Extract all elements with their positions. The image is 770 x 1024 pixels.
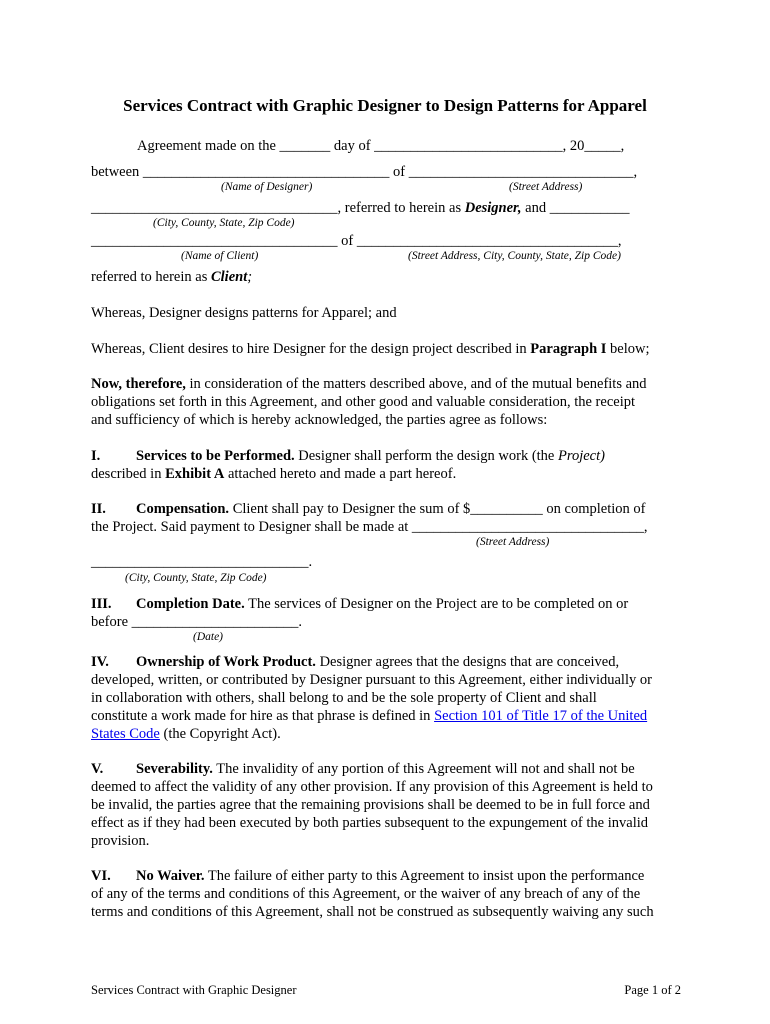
section-5-line-4: effect as if they had been executed by both parties subsequent to the expungement of the invalid bbox=[91, 815, 648, 831]
whereas-1: Whereas, Designer designs patterns for Apparel; and bbox=[91, 305, 397, 321]
section-4-heading: Ownership of Work Product. bbox=[136, 654, 316, 670]
now-therefore-line-3: and sufficiency of which is hereby acknowledged, the parties agree as follows: bbox=[91, 412, 548, 428]
section-5-line-5: provision. bbox=[91, 833, 150, 849]
section-2-heading: Compensation. bbox=[136, 501, 230, 517]
caption-street-address: (Street Address) bbox=[509, 181, 583, 193]
caption-street-address-2: (Street Address) bbox=[476, 536, 550, 548]
client-term: Client bbox=[210, 269, 248, 285]
section-3-line-1: III. Completion Date. The services of Designer on the Project are to be completed on or bbox=[91, 596, 629, 612]
caption-full-address: (Street Address, City, County, State, Zip Code) bbox=[408, 250, 621, 262]
section-5-line-2: deemed to affect the validity of any other provision. If any provision of this Agreement is held to bbox=[91, 779, 653, 795]
document-title: Services Contract with Graphic Designer to Design Patterns for Apparel bbox=[123, 96, 647, 115]
copyright-act-link[interactable]: Section 101 of Title 17 of the United bbox=[434, 708, 648, 724]
section-4-line-3: in collaboration with others, shall belong to and be the sole property of Client and shall bbox=[91, 690, 597, 706]
caption-city-county-state-zip: (City, County, State, Zip Code) bbox=[153, 217, 295, 229]
section-1-heading: Services to be Performed. bbox=[136, 448, 295, 464]
section-5-heading: Severability. bbox=[136, 761, 213, 777]
now-therefore-line-1: Now, therefore, in consideration of the matters described above, and of the mutual benefits and bbox=[91, 376, 647, 392]
intro-line-1: Agreement made on the _______ day of __________________________, 20_____, bbox=[137, 138, 625, 154]
caption-city-county-state-zip-2: (City, County, State, Zip Code) bbox=[125, 572, 267, 584]
caption-name-of-designer: (Name of Designer) bbox=[221, 181, 313, 193]
section-2-line-3: ______________________________. bbox=[91, 554, 313, 570]
footer-title: Services Contract with Graphic Designer bbox=[91, 983, 297, 997]
section-5-line-1: V. Severability. The invalidity of any portion of this Agreement will not and shall not be bbox=[91, 761, 635, 777]
section-4-line-5: States Code (the Copyright Act). bbox=[91, 726, 281, 742]
intro-line-3: __________________________________, referred to herein as Designer, and ___________ bbox=[91, 200, 630, 216]
intro-line-5: referred to herein as Client; bbox=[91, 269, 253, 285]
caption-name-of-client: (Name of Client) bbox=[181, 250, 259, 262]
section-4-line-4: constitute a work made for hire as that phrase is defined in Section 101 of Title 17 of the United bbox=[91, 708, 648, 724]
designer-term: Designer, bbox=[464, 200, 522, 216]
section-1-line-1: I. Services to be Performed. Designer shall perform the design work (the Project) bbox=[91, 448, 605, 464]
section-3-line-2: before _______________________. bbox=[91, 614, 303, 630]
section-3-heading: Completion Date. bbox=[136, 596, 245, 612]
footer-page-number: Page 1 of 2 bbox=[624, 983, 681, 997]
section-6-line-3: terms and conditions of this Agreement, shall not be construed as subsequently waiving any such bbox=[91, 904, 654, 920]
section-6-line-1: VI. No Waiver. The failure of either party to this Agreement to insist upon the performance bbox=[91, 868, 645, 884]
caption-date: (Date) bbox=[193, 631, 224, 643]
whereas-2: Whereas, Client desires to hire Designer for the design project described in Paragraph I below; bbox=[91, 341, 650, 357]
now-therefore-line-2: obligations set forth in this Agreement, and other good and valuable consideration, the receipt bbox=[91, 394, 636, 410]
section-6-heading: No Waiver. bbox=[136, 868, 205, 884]
section-1-line-2: described in Exhibit A attached hereto and made a part hereof. bbox=[91, 466, 457, 482]
copyright-act-link-continued[interactable]: States Code bbox=[91, 726, 160, 742]
section-2-line-2: the Project. Said payment to Designer shall be made at ________________________________, bbox=[91, 519, 648, 535]
section-4-line-1: IV. Ownership of Work Product. Designer agrees that the designs that are conceived, bbox=[91, 654, 620, 670]
section-4-line-2: developed, written, or contributed by Designer pursuant to this Agreement, either individually or bbox=[91, 672, 652, 688]
section-5-line-3: be invalid, the parties agree that the remaining provisions shall be deemed to be in full force and bbox=[91, 797, 650, 813]
intro-line-4: __________________________________ of ____________________________________, bbox=[91, 233, 622, 249]
section-6-line-2: of any of the terms and conditions of this Agreement, or the waiver of any breach of any of the bbox=[91, 886, 641, 902]
section-2-line-1: II. Compensation. Client shall pay to Designer the sum of $__________ on completion of bbox=[91, 501, 646, 517]
intro-line-2: between __________________________________ of _______________________________, bbox=[91, 164, 638, 180]
